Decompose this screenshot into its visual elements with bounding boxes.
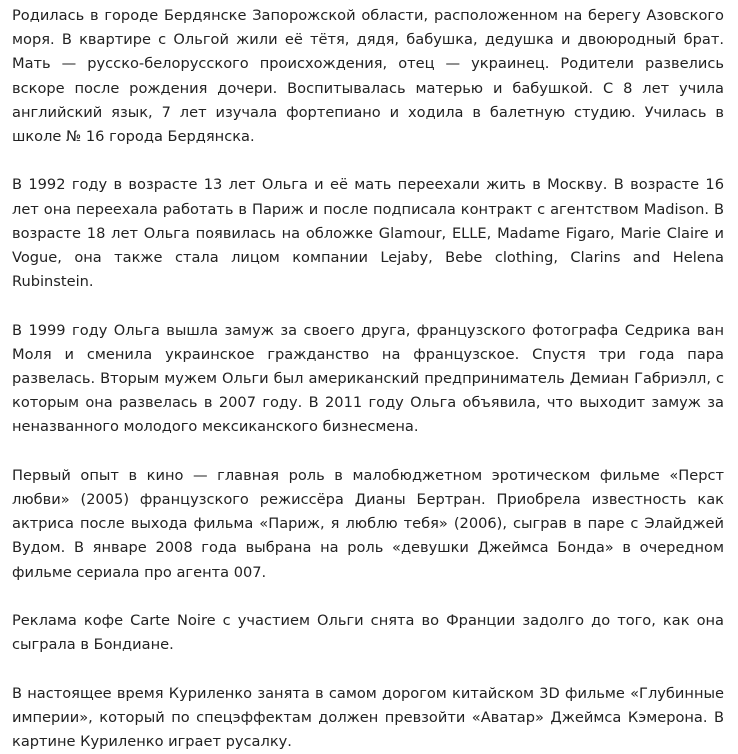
paragraph-current-project: В настоящее время Куриленко занята в самом дорогом китайском 3D фильме «Глубинные империи», который по спецэффектам должен превзойти «Аватар» Джеймса Кэмерона. В картине Куриленко играет русалку. [12, 684, 724, 751]
paragraph-film-career: Первый опыт в кино — главная роль в малобюджетном эротическом фильме «Перст любви» (2005) французского режиссёра Дианы Бертран. Приобрела известность как актриса после выхода фильма «Париж, я люблю тебя» (2006), сыграв в паре с Элайджей Вудом. В январе 2008 года выбрана на роль «девушки Джеймса Бонда» в очередном фильме сериала про агента 007. [12, 466, 724, 581]
paragraph-advertising: Реклама кофе Carte Noire с участием Ольги снята во Франции задолго до того, как она сыграла в Бондиане. [12, 612, 724, 654]
paragraph-modeling-career: В 1992 году в возрасте 13 лет Ольга и её мать переехали жить в Москву. В возрасте 16 лет она переехала работать в Париж и после подписала контракт с агентством Madison. В возрасте 18 лет Ольга появилась на обложке Glamour, ELLE, Madame Figaro, Marie Claire и Vogue, она также стала лицом компании Lejaby, Bebe clothing, Clarins and Helena Rubinstein. [12, 176, 724, 291]
paragraph-marriages: В 1999 году Ольга вышла замуж за своего друга, французского фотографа Седрика ван Моля и сменила украинское гражданство на французское. Спустя три года пара развелась. Вторым мужем Ольги был американский предприниматель Демиан Габриэлл, с которым она развелась в 2007 году. В 2011 году Ольга объявила, что выходит замуж за неназванного молодого мексиканского бизнесмена. [12, 321, 724, 436]
paragraph-birth: Родилась в городе Бердянске Запорожской области, расположенном на берегу Азовского моря. В квартире с Ольгой жили её тётя, дядя, бабушка, дедушка и двоюродный брат. Мать — русско-белорусского происхождения, отец — украинец. Родители развелись вскоре после рождения дочери. Воспитывалась матерью и бабушкой. С 8 лет учила английский язык, 7 лет изучала фортепиано и ходила в балетную студию. Училась в школе № 16 города Бердянска. [12, 7, 724, 146]
